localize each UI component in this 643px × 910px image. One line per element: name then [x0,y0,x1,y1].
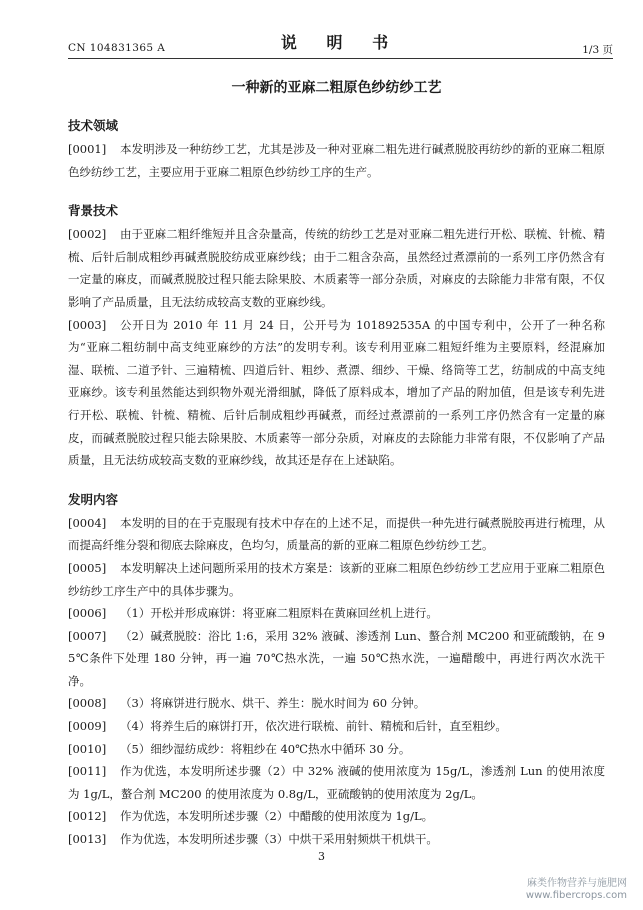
paragraph-number: [0002] [68,227,107,242]
page-indicator: 1/3 页 [582,44,613,56]
header-divider [68,58,613,59]
paragraph [68,557,605,602]
section-heading: 发明内容 [68,491,119,507]
page-number: 3 [318,850,325,863]
paragraph-number: [0012] [68,809,107,824]
paragraph-text: （4）将养生后的麻饼打开，依次进行联梳、前针、精梳和后针，直至粗纱。 [120,719,507,734]
paragraph-text: （5）细纱湿纺成纱：将粗纱在 40℃热水中循环 30 分。 [120,741,411,756]
paragraph [68,223,605,313]
paragraph [68,692,605,715]
section-heading: 背景技术 [68,203,119,219]
paragraph [68,760,605,805]
paragraph-text: 本发明的目的在于克服现有技术中存在的上述不足，而提供一种先进行碱煮脱胶再进行梳理，从而提高纤维分裂和彻底去除麻皮，色均匀，质量高的新的亚麻二粗原色纱纺纱工艺。 [68,515,605,553]
paragraph-number: [0011] [68,764,107,779]
paragraph-number: [0013] [68,832,107,847]
section-title: 说 明 书 [280,33,401,52]
page-header [68,30,613,56]
paragraph [68,715,605,738]
paragraph [68,512,605,557]
watermark [526,878,627,902]
paragraph-text: （1）开松并形成麻饼：将亚麻二粗原料在黄麻回丝机上进行。 [120,606,438,621]
section-technical-field [68,116,605,183]
paragraph-number: [0008] [68,696,107,711]
document-body [68,116,605,851]
paragraph-text: 公开日为 2010 年 11 月 24 日，公开号为 101892535A 的中国专利中，公开了一种名称为“亚麻二粗纺制中高支纯亚麻纱的方法”的发明专利。该专利用亚麻二粗短纤维为主要原料，经混麻加湿、联梳、二道予针、三遍精梳、四道后针、粗纱、煮漂、细纱、干燥、络筒等工艺，纺制成的中高支纯亚麻纱。该专利虽然能达到织物外观光滑细腻，降低了原料成本，增加了产品的附加值，但是该专利先进行开松、联梳、针梳、精梳、后针后制成粗纱再碱煮，而经过煮漂前的一系列工序仍然含有一定量的麻皮，而碱煮脱胶过程只能去除果胶、木质素等一部分杂质，对麻皮的去除能力非常有限，不仅影响了产品质量，且无法纺成较高支数的亚麻纱线，故其还是存在上述缺陷。 [68,317,605,468]
paragraph [68,602,605,625]
paragraph-text: 作为优选，本发明所述步骤（2）中 32% 液碱的使用浓度为 15g/L，渗透剂 Lun 的使用浓度为 1g/L，螯合剂 MC200 的使用浓度为 0.8g/L，亚硫酸钠的使用浓度为 2g/L。 [68,764,605,801]
paragraph-number: [0010] [68,741,107,756]
section-heading: 技术领域 [68,118,119,133]
paragraph-text: 本发明涉及一种纺纱工艺，尤其是涉及一种对亚麻二粗先进行碱煮脱胶再纺纱的新的亚麻二粗原色纱纺纱工艺，主要应用于亚麻二粗原色纱纺纱工序的生产。 [68,142,605,179]
paragraph [68,314,605,472]
paragraph-text: 本发明解决上述问题所采用的技术方案是：该新的亚麻二粗原色纱纺纱工艺应用于亚麻二粗原色纱纺纱工序生产中的具体步骤为。 [68,560,605,598]
patent-number: CN 104831365 A [68,42,166,54]
paragraph-number: [0004] [68,515,107,530]
paragraph-text: 由于亚麻二粗纤维短并且含杂量高，传统的纺纱工艺是对亚麻二粗先进行开松、联梳、针梳、精梳、后针后制成粗纱再碱煮脱胶纺成亚麻纱线；由于二粗含杂高，虽然经过煮漂前的一系列工序仍然含有一定量的麻皮，而碱煮脱胶过程只能去除果胶、木质素等一部分杂质，对麻皮的去除能力非常有限，不仅影响了产品质量，且无法纺成较高支数的亚麻纱线。 [68,227,605,309]
watermark-line: 麻类作物营养与施肥网 [527,878,627,889]
paragraph-text: 作为优选，本发明所述步骤（2）中醋酸的使用浓度为 1g/L。 [120,809,434,824]
paragraph-text: （2）碱煮脱胶：浴比 1:6，采用 32% 液碱、渗透剂 Lun、螯合剂 MC200 和亚硫酸钠，在 95℃条件下处理 180 分钟，再一遍 70℃热水洗，一遍 50℃热水洗，一遍醋酸中，再进行两次水洗干净。 [68,628,605,688]
paragraph [68,738,605,761]
paragraph [68,828,605,851]
paragraph [68,805,605,828]
paragraph [68,138,605,183]
watermark-url: www.fibercrops.com [525,890,627,901]
section-background [68,201,605,472]
paragraph-number: [0005] [68,560,107,575]
paragraph [68,625,605,693]
paragraph-number: [0003] [68,317,107,332]
section-invention-content [68,490,605,851]
paragraph-number: [0006] [68,606,107,621]
document-title: 一种新的亚麻二粗原色纱纺纱工艺 [231,80,442,96]
paragraph-text: （3）将麻饼进行脱水、烘干、养生：脱水时间为 60 分钟。 [120,696,426,711]
paragraph-number: [0001] [68,142,107,156]
paragraph-text: 作为优选，本发明所述步骤（3）中烘干采用射频烘干机烘干。 [120,832,438,847]
paragraph-number: [0009] [68,719,107,734]
paragraph-number: [0007] [68,628,107,643]
